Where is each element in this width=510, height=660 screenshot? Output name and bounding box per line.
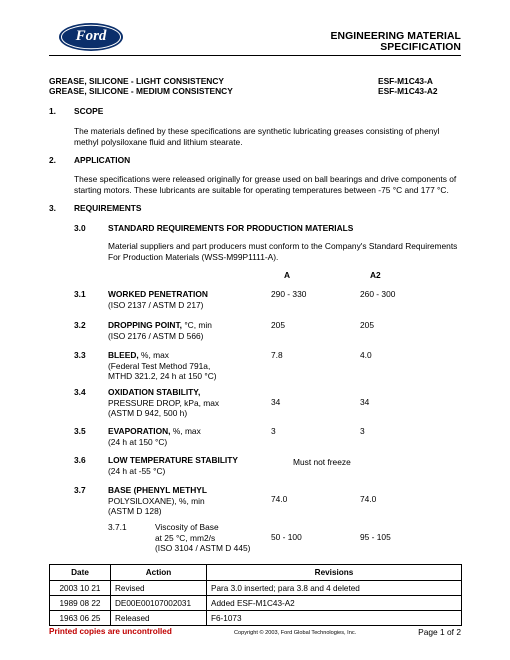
value-a: 74.0	[271, 494, 288, 504]
column-header-a2: A2	[370, 270, 381, 280]
value-a2: 3	[360, 426, 365, 436]
copyright: Copyright © 2003, Ford Global Technologies, Inc.	[234, 630, 357, 636]
column-header-date: Date	[50, 565, 111, 581]
header-divider	[49, 55, 461, 56]
value-a2: 74.0	[360, 494, 377, 504]
sub-requirement-number: 3.7.1	[108, 522, 127, 532]
section-3-0-title: STANDARD REQUIREMENTS FOR PRODUCTION MATERIALS	[108, 223, 354, 233]
revision-date: 1989 08 22	[50, 596, 111, 611]
product-name-2: GREASE, SILICONE - MEDIUM CONSISTENCY	[49, 86, 233, 96]
requirement-description: OXIDATION STABILITY, PRESSURE DROP, kPa, max (ASTM D 942, 500 h)	[108, 387, 220, 418]
revision-description: Para 3.0 inserted; para 3.8 and 4 deleted	[207, 581, 462, 596]
requirement-number: 3.1	[74, 289, 86, 299]
value-a: 50 - 100	[271, 532, 302, 542]
section-3-0-number: 3.0	[74, 223, 86, 233]
revision-date: 2003 10 21	[50, 581, 111, 596]
value-a: 3	[271, 426, 276, 436]
value-a: 34	[271, 397, 281, 407]
logo-text: Ford	[75, 28, 107, 44]
requirement-description: WORKED PENETRATION (ISO 2137 / ASTM D 217)	[108, 289, 208, 310]
section-3-number: 3.	[49, 203, 56, 213]
column-header-a: A	[284, 270, 291, 280]
value-a2: 34	[360, 397, 370, 407]
requirement-description: LOW TEMPERATURE STABILITY (24 h at -55 °C)	[108, 455, 238, 476]
requirement-number: 3.6	[74, 455, 86, 465]
revision-action: Revised	[111, 581, 207, 596]
product-code-1: ESF-M1C43-A	[378, 76, 433, 86]
section-1-text: The materials defined by these specifications are synthetic lubricating greases consisting of phenyl methyl polysiloxane fluid and lithium stearate.	[74, 126, 440, 147]
section-3-0-text: Material suppliers and part producers must conform to the Company's Standard Requirements For Production Materials (WSS-M99P1111-A).	[108, 241, 458, 262]
requirement-number: 3.2	[74, 320, 86, 330]
requirement-description: BASE (PHENYL METHYL POLYSILOXANE), %, min (ASTM D 128)	[108, 485, 207, 516]
revision-table	[49, 564, 462, 626]
requirement-description: BLEED, %, max (Federal Test Method 791a, MTHD 321.2, 24 h at 150 °C)	[108, 350, 217, 381]
revision-description: Added ESF-M1C43-A2	[207, 596, 462, 611]
value-a2: 4.0	[360, 350, 372, 360]
value-a2: 260 - 300	[360, 289, 396, 299]
column-header-revisions: Revisions	[207, 565, 462, 581]
product-name-1: GREASE, SILICONE - LIGHT CONSISTENCY	[49, 76, 224, 86]
requirement-number: 3.5	[74, 426, 86, 436]
table-row	[50, 596, 462, 611]
requirement-number: 3.3	[74, 350, 86, 360]
revision-action: Released	[111, 611, 207, 626]
revision-action: DE00E00107002031	[111, 596, 207, 611]
page-number: Page 1 of 2	[418, 627, 461, 637]
requirement-number: 3.4	[74, 387, 86, 397]
value-a: 7.8	[271, 350, 283, 360]
product-code-2: ESF-M1C43-A2	[378, 86, 438, 96]
table-row	[50, 611, 462, 626]
table-row	[50, 581, 462, 596]
combined-value: Must not freeze	[293, 457, 351, 467]
column-header-action: Action	[111, 565, 207, 581]
section-2-text: These specifications were released originally for grease used on ball bearings and drive components of starting motors. These lubricants are suitable for operating temperatures between -75 °C and 177 °C.	[74, 174, 457, 195]
value-a2: 205	[360, 320, 374, 330]
section-1-number: 1.	[49, 106, 56, 116]
revision-date: 1963 06 25	[50, 611, 111, 626]
uncontrolled-notice: Printed copies are uncontrolled	[49, 627, 172, 636]
page-title: ENGINEERING MATERIAL SPECIFICATION	[330, 31, 461, 53]
sub-requirement-description: Viscosity of Base at 25 °C, mm2/s (ISO 3104 / ASTM D 445)	[155, 522, 251, 553]
ford-logo	[58, 22, 124, 52]
section-2-title: APPLICATION	[74, 155, 131, 165]
section-2-number: 2.	[49, 155, 56, 165]
value-a2: 95 - 105	[360, 532, 391, 542]
requirement-description: EVAPORATION, %, max (24 h at 150 °C)	[108, 426, 201, 447]
requirement-number: 3.7	[74, 485, 86, 495]
section-1-title: SCOPE	[74, 106, 104, 116]
revision-description: F6-1073	[207, 611, 462, 626]
section-3-title: REQUIREMENTS	[74, 203, 142, 213]
requirement-description: DROPPING POINT, °C, min (ISO 2176 / ASTM D 566)	[108, 320, 212, 341]
revision-table-header	[50, 565, 462, 581]
value-a: 205	[271, 320, 285, 330]
value-a: 290 - 330	[271, 289, 307, 299]
